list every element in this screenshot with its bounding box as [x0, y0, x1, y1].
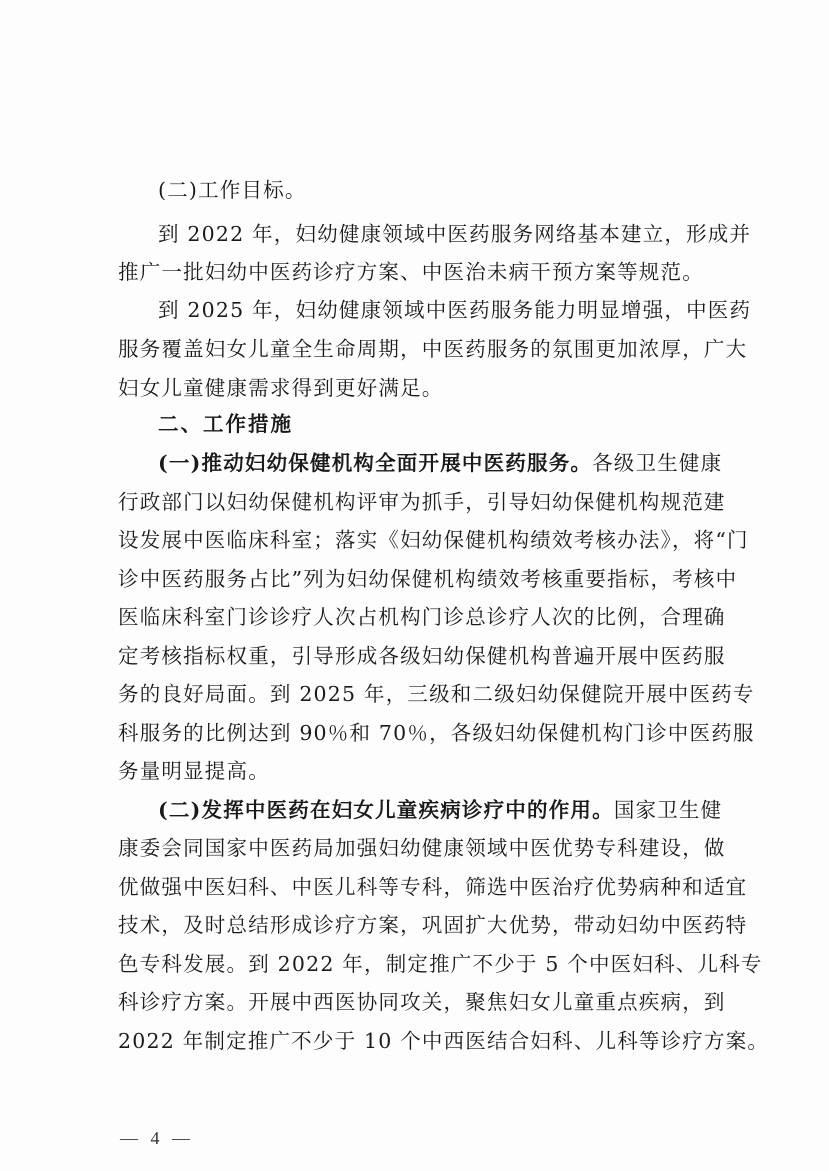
- item1-line: 科服务的比例达到 90％和 70％，各级妇幼保健机构门诊中医药服: [118, 721, 755, 745]
- item1-title: (一)推动妇幼保健机构全面开展中医药服务。: [158, 451, 593, 475]
- item1-first-line-rest: 各级卫生健康: [592, 451, 723, 475]
- item2-line: 康委会同国家中医药局加强妇幼健康领域中医优势专科建设，做: [118, 836, 726, 860]
- item2-line: 技术，及时总结形成诊疗方案，巩固扩大优势，带动妇幼中医药特: [118, 913, 748, 937]
- item1-line: 行政部门以妇幼保健机构评审为抓手，引导妇幼保健机构规范建: [118, 490, 726, 514]
- item1-line: 设发展中医临床科室；落实《妇幼保健机构绩效考核办法》，将“门: [118, 528, 749, 552]
- item2-first-line: [158, 796, 758, 824]
- goal-heading: (二)工作目标。: [158, 178, 307, 202]
- item2-line: 科诊疗方案。开展中西医协同攻关，聚焦妇女儿童重点疾病，到: [118, 990, 726, 1014]
- goal-line: 服务覆盖妇女儿童全生命周期，中医药服务的氛围更加浓厚，广大: [118, 337, 748, 361]
- item1-line: 定考核指标权重，引导形成各级妇幼保健机构普遍开展中医药服: [118, 644, 726, 668]
- goal-line: 到 2025 年，妇幼健康领域中医药服务能力明显增强，中医药: [158, 298, 752, 322]
- item2-line: 优做强中医妇科、中医儿科等专科，筛选中医治疗优势病种和适宜: [118, 875, 748, 899]
- item1-line: 诊中医药服务占比”列为妇幼保健机构绩效考核重要指标，考核中: [118, 567, 738, 591]
- item1-line: 务量明显提高。: [118, 759, 270, 783]
- item2-line: 色专科发展。到 2022 年，制定推广不少于 5 个中医妇科、儿科专: [118, 952, 763, 976]
- item2-title: (二)发挥中医药在妇女儿童疾病诊疗中的作用。: [158, 798, 614, 822]
- goal-line: 推广一批妇幼中医药诊疗方案、中医治未病干预方案等规范。: [118, 260, 704, 284]
- goal-line: 到 2022 年，妇幼健康领域中医药服务网络基本建立，形成并: [158, 222, 752, 246]
- item2-line: 2022 年制定推广不少于 10 个中西医结合妇科、儿科等诊疗方案。: [118, 1029, 770, 1053]
- item1-first-line: [158, 449, 758, 477]
- measures-heading: 二、工作措施: [158, 412, 293, 436]
- item2-first-line-rest: 国家卫生健: [613, 798, 723, 822]
- item1-line: 医临床科室门诊诊疗人次占机构门诊总诊疗人次的比例，合理确: [118, 605, 726, 629]
- item1-line: 务的良好局面。到 2025 年，三级和二级妇幼保健院开展中医药专: [118, 682, 755, 706]
- goal-line: 妇女儿童健康需求得到更好满足。: [118, 376, 444, 400]
- page-number: — 4 —: [120, 1128, 194, 1148]
